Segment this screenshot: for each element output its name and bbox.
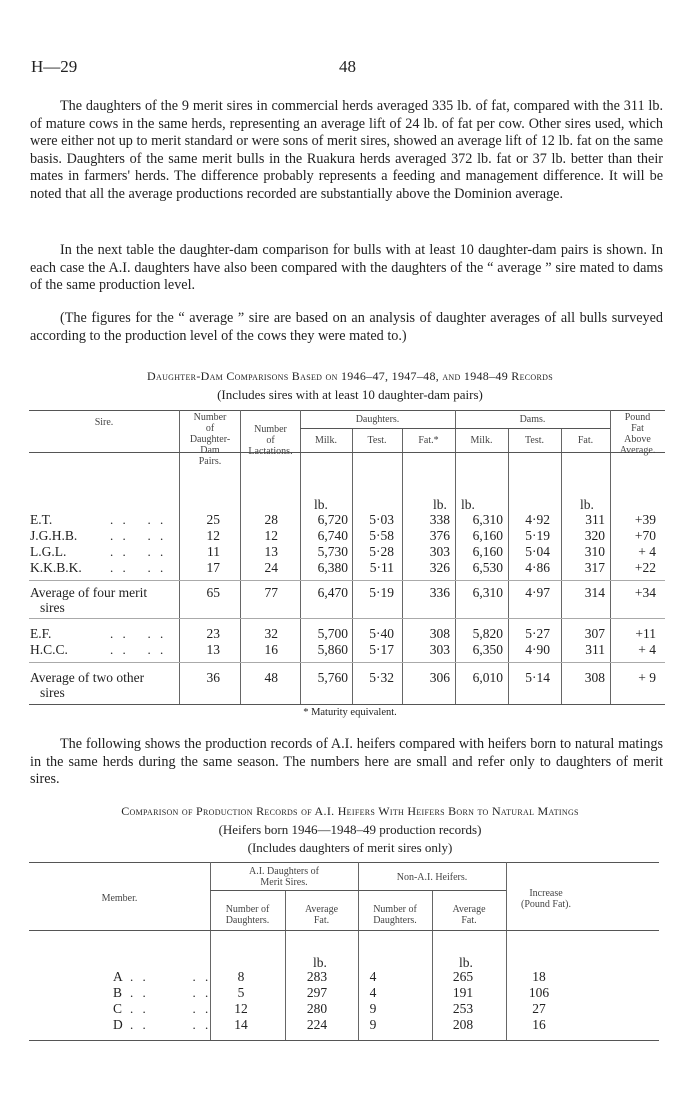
unit-average-fat: lb. xyxy=(313,955,327,970)
col-milk: Milk. xyxy=(315,435,337,446)
unit-dam-milk: lb. xyxy=(461,497,475,512)
col-pound-fat: Pound Fat Above Average. xyxy=(619,412,656,456)
col-ai-daughters: A.I. Daughters of Merit Sires. xyxy=(249,866,319,888)
col-dam-milk: Milk. xyxy=(470,435,493,446)
paragraph-2: In the next table the daughter-dam comparison for bulls with at least 10 daughter-dam pairs is shown. In each case the A.I. daughters have also been compared with the daughters of the “ average ” sire mated to dams of the same production level. xyxy=(30,242,663,293)
unit-average-fat-2: lb. xyxy=(459,955,473,970)
paragraph-1: The daughters of the 9 merit sires in commercial herds averaged 335 lb. of fat, compared with the 311 lb. of mature cows in the same herds, representing an average lift of 24 lb. of fat per cow. Other sires used, which were either not up to merit standard or were sons of merit sires, showed an average lift of 12 lb. fat on the same basis. Daughters of the same merit bulls in the Ruakura herds averaged 372 lb. fat or 37 lb. better than their mates in farmers' herds. The difference probably represents a feeding and management difference. It will be noted that all the average productions recorded are substantially above the Dominion average. xyxy=(30,98,663,202)
col-test: Test. xyxy=(367,435,387,446)
paragraph-4: The following shows the production records of A.I. heifers compared with heifers born to natural matings in the same herds during the same season. The numbers here are small and refer only to daughters of merit sires. xyxy=(30,736,663,787)
col-non-ai: Non-A.I. Heifers. xyxy=(396,872,468,883)
col-pairs: Number of Daughter- Dam Pairs. xyxy=(189,412,231,467)
col-dam-test: Test. xyxy=(524,435,545,446)
table2-title: Comparison of Production Records of A.I. Heifers With Heifers Born to Natural Matings xyxy=(121,804,579,818)
unit-fat: lb. xyxy=(433,497,447,512)
paragraph-3: (The figures for the “ average ” sire are based on an analysis of daughter averages of all bulls surveyed according to the production level of the cows they were mated to.) xyxy=(30,310,663,344)
page-number: 48 xyxy=(339,57,356,76)
col-sire: Sire. xyxy=(94,417,114,428)
unit-dam-fat: lb. xyxy=(580,497,594,512)
table2-subtitle-1: (Heifers born 1946—1948–49 production records) xyxy=(218,822,482,837)
col-average-fat: Average Fat. xyxy=(304,904,339,926)
col-number-daughters-2: Number of Daughters. xyxy=(373,904,417,926)
table2-subtitle-2: (Includes daughters of merit sires only) xyxy=(247,840,453,855)
col-fat: Fat.* xyxy=(418,435,439,446)
col-lactations: Number of Lactations. xyxy=(248,424,293,457)
col-daughters: Daughters. xyxy=(355,414,400,425)
document-code: H—29 xyxy=(31,57,78,76)
col-increase: Increase (Pound Fat). xyxy=(521,888,571,910)
table1-title: Daughter-Dam Comparisons Based on 1946–47, 1947–48, and 1948–49 Records xyxy=(147,369,553,383)
col-number-daughters: Number of Daughters. xyxy=(225,904,270,926)
col-dam-fat: Fat. xyxy=(577,435,594,446)
table1-subtitle: (Includes sires with at least 10 daughter-dam pairs) xyxy=(217,387,483,402)
document-page: H—29 48 The daughters of the 9 merit sires in commercial herds averaged 335 lb. of fat, compared with the 311 lb. of mature cows in the same herds, representing an average lift of 24 lb. of fat per cow. Other sires used, which were either not up to merit standard or were sons of merit sires, showed an average lift of 12 lb. fat on the same basis. Daughters of the same merit bulls in the Ruakura herds averaged 372 lb. fat or 37 lb. better than their mates in farmers' herds. The difference probably represents a feeding and management difference. It will be noted that all the average productions recorded are substantially above the Dominion average. In the next table the daughter-dam comparison for bulls with at least 10 daughter-dam pairs is shown. In each case the A.I. daughters have also been compared with the daughters of the “ average ” sire mated to dams of the same production level. (The figures for the “ average ” sire are based on an analysis of daughter averages of all bulls surveyed according to the production level of the cows they were mated to.) Daughter-Dam Comparisons Based on 1946–47, 1947–48, and 1948–49 Records (Includes sires with at least 10 daughter-dam pairs) Sire. Number of Daughter- Dam Pairs. Number of Lactations. Daughters. Dams. Milk. Test. Fat.* Milk. Test. Fat. Pound Fat Above Average. lb. lb. lb. lb. E.T. . . . . 25 28 6,720 5·03 338 6,310 4·92 311 +39 J.G.H.B. . . . . 12 12 6,740 5·58 376 6,160 5·19 320 +70 L.G.L. . . . . 11 13 5,730 5·28 303 6,160 5·04 310 + 4 K.K.B.K. . . . . 17 24 6,380 5·11 326 6,530 4·86 317 +22 Average of four merit sires 65 77 6,470 5·19 336 6,310 4·97 314 +34 E.F. . . . . 23 32 5,700 5·40 308 5,820 5·27 307 +11 H.C.C. . . . . 13 16 5,860 5·17 303 6,350 4·90 311 + 4 Average of two other sires 36 48 5,760 5·32 306 6,010 5·14 308 + 9 * Maturity equivalent. The following shows the production records of A.I. heifers compared with heifers born to natural matings in the same herds during the same season. The numbers here are small and refer only to daughters of merit sires. Comparison of Production Records of A.I. Heifers With Heifers Born to Natural Matings (Heifers born 1946—1948–49 production records) (Includes daughters of merit sires only) Member. A.I. Daughters of Merit Sires. Non-A.I. Heifers. Number of Daughters. Average Fat. Number of Daughters. Average Fat. Increase (Pound Fat). lb. lb. A . . . . 8 283 4 265 18 B . . . . 5 297 4 191 106 C . . . . 12 280 9 253 27 D . . . . 14 224 9 208 16 xyxy=(0,0,700,1119)
unit-milk: lb. xyxy=(314,497,328,512)
table1-footnote: * Maturity equivalent. xyxy=(303,707,397,718)
col-member: Member. xyxy=(101,893,138,904)
col-average-fat-2: Average Fat. xyxy=(452,904,486,926)
col-dams: Dams. xyxy=(519,414,546,425)
